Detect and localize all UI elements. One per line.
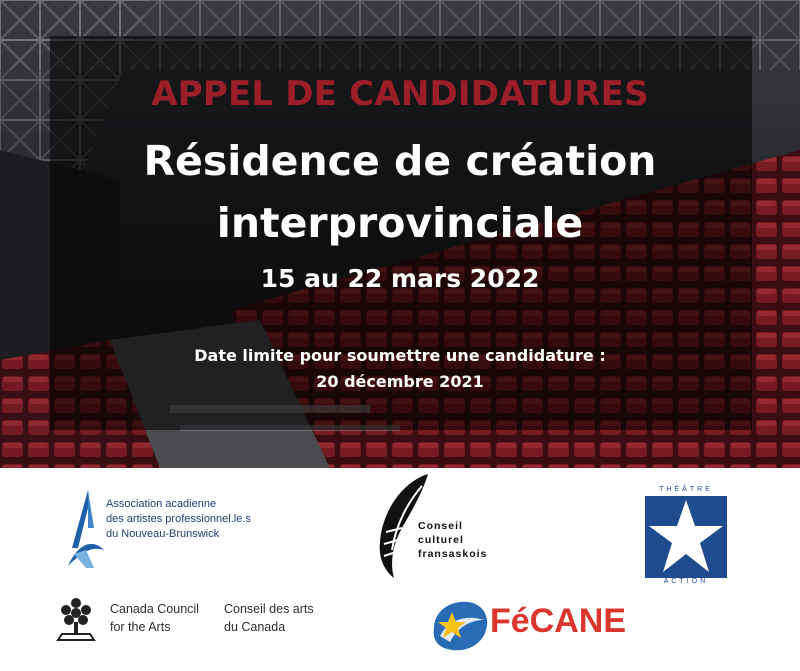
ccf-line-2: culturel [418, 534, 464, 546]
aaapnb-line-1: Association acadienne [106, 498, 217, 510]
deadline-date: 20 décembre 2021 [316, 372, 484, 391]
theatre-action-logo [645, 486, 727, 586]
call-for-applications-heading: APPEL DE CANDIDATURES [151, 74, 649, 114]
canada-council-fr-line-1: Conseil des arts [224, 602, 314, 616]
ccf-line-3: fransaskois [418, 548, 488, 560]
aaapnb-line-3: du Nouveau-Brunswick [106, 528, 220, 540]
canada-council-logo [54, 596, 334, 648]
fecane-wordmark: FéCANE [490, 602, 627, 640]
theatre-action-bottom-label: ACTION [663, 578, 709, 585]
canada-council-en-line-2: for the Arts [110, 620, 171, 634]
ccf-logo [372, 472, 512, 582]
canada-council-en-line-1: Canada Council [110, 602, 199, 616]
title-line-1: Résidence de création [143, 137, 657, 185]
sponsor-logos [0, 468, 800, 671]
ccf-line-1: Conseil [418, 520, 463, 532]
residency-dates: 15 au 22 mars 2022 [260, 264, 540, 293]
canada-council-tree-icon [54, 596, 98, 644]
aaapnb-line-2: des artistes professionnel.le.s [106, 513, 251, 525]
title-line-2: interprovinciale [216, 199, 584, 247]
deadline-label: Date limite pour soumettre une candidature : [194, 346, 606, 365]
fecane-logo [428, 598, 648, 656]
aaapnb-logo [64, 488, 284, 578]
canada-council-fr-line-2: du Canada [224, 620, 286, 634]
star-icon [645, 496, 727, 578]
fecane-star-swoosh-icon [428, 598, 490, 654]
theatre-action-top-label: THÉÂTRE [659, 486, 713, 493]
aaapnb-logo-icon [64, 488, 106, 570]
